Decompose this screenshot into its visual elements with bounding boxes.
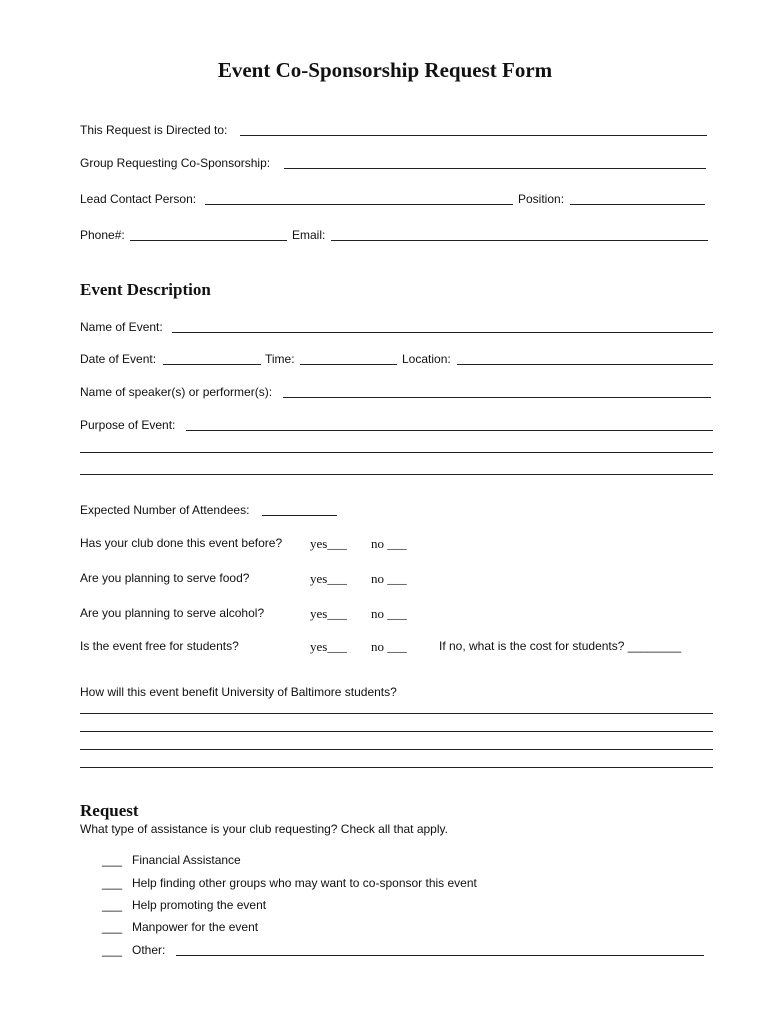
event-date-field[interactable] [163, 364, 261, 365]
benefit-label: How will this event benefit University of Baltimore students? [80, 685, 397, 699]
speakers-field[interactable] [283, 397, 711, 398]
event-time-field[interactable] [300, 364, 397, 365]
purpose-field-line-1[interactable] [186, 430, 713, 431]
request-heading: Request [80, 801, 139, 820]
done-before-yes[interactable]: yes___ [310, 536, 347, 551]
option-find-groups-checkbox[interactable]: ___ [102, 876, 123, 890]
attendees-field[interactable] [262, 515, 337, 516]
event-name-label: Name of Event: [80, 320, 163, 334]
phone-field[interactable] [130, 240, 287, 241]
benefit-field-line-3[interactable] [80, 749, 713, 750]
purpose-field-line-2[interactable] [80, 452, 713, 453]
email-field[interactable] [331, 240, 708, 241]
option-promoting-checkbox[interactable]: ___ [102, 898, 123, 912]
event-location-label: Location: [402, 352, 451, 366]
free-for-students-yes[interactable]: yes___ [310, 639, 347, 654]
option-manpower-checkbox[interactable]: ___ [102, 920, 123, 934]
done-before-no[interactable]: no ___ [371, 536, 407, 551]
question-done-before: Has your club done this event before? [80, 536, 283, 550]
benefit-field-line-4[interactable] [80, 767, 713, 768]
directed-to-label: This Request is Directed to: [80, 123, 228, 137]
position-label: Position: [518, 192, 565, 206]
purpose-label: Purpose of Event: [80, 418, 176, 432]
option-financial-label: Financial Assistance [132, 853, 241, 867]
option-find-groups-label: Help finding other groups who may want to co-sponsor this event [132, 876, 477, 890]
phone-label: Phone#: [80, 228, 125, 242]
event-time-label: Time: [265, 352, 295, 366]
serve-alcohol-no[interactable]: no ___ [371, 606, 407, 621]
purpose-field-line-3[interactable] [80, 474, 713, 475]
directed-to-field[interactable] [240, 135, 707, 136]
attendees-label: Expected Number of Attendees: [80, 503, 250, 517]
benefit-field-line-1[interactable] [80, 713, 713, 714]
option-other-field[interactable] [176, 955, 704, 956]
group-label: Group Requesting Co-Sponsorship: [80, 156, 271, 170]
option-promoting-label: Help promoting the event [132, 898, 267, 912]
free-for-students-no[interactable]: no ___ [371, 639, 407, 654]
request-subheading: What type of assistance is your club requesting? Check all that apply. [80, 822, 448, 836]
option-manpower-label: Manpower for the event [132, 920, 259, 934]
question-serve-food: Are you planning to serve food? [80, 571, 250, 585]
benefit-field-line-2[interactable] [80, 731, 713, 732]
page-title: Event Co-Sponsorship Request Form [217, 58, 553, 82]
event-date-label: Date of Event: [80, 352, 157, 366]
student-cost-field[interactable]: If no, what is the cost for students? ________ [439, 639, 682, 653]
option-financial-checkbox[interactable]: ___ [102, 853, 123, 867]
serve-food-no[interactable]: no ___ [371, 571, 407, 586]
serve-alcohol-yes[interactable]: yes___ [310, 606, 347, 621]
serve-food-yes[interactable]: yes___ [310, 571, 347, 586]
group-field[interactable] [284, 168, 706, 169]
lead-contact-label: Lead Contact Person: [80, 192, 197, 206]
event-description-heading: Event Description [80, 280, 211, 299]
event-name-field[interactable] [172, 332, 713, 333]
lead-contact-field[interactable] [205, 204, 513, 205]
event-location-field[interactable] [457, 364, 713, 365]
email-label: Email: [292, 228, 326, 242]
speakers-label: Name of speaker(s) or performer(s): [80, 385, 273, 399]
option-other-label: Other: [132, 943, 166, 957]
question-free-for-students: Is the event free for students? [80, 639, 239, 653]
option-other-checkbox[interactable]: ___ [102, 943, 123, 957]
position-field[interactable] [570, 204, 705, 205]
question-serve-alcohol: Are you planning to serve alcohol? [80, 606, 265, 620]
